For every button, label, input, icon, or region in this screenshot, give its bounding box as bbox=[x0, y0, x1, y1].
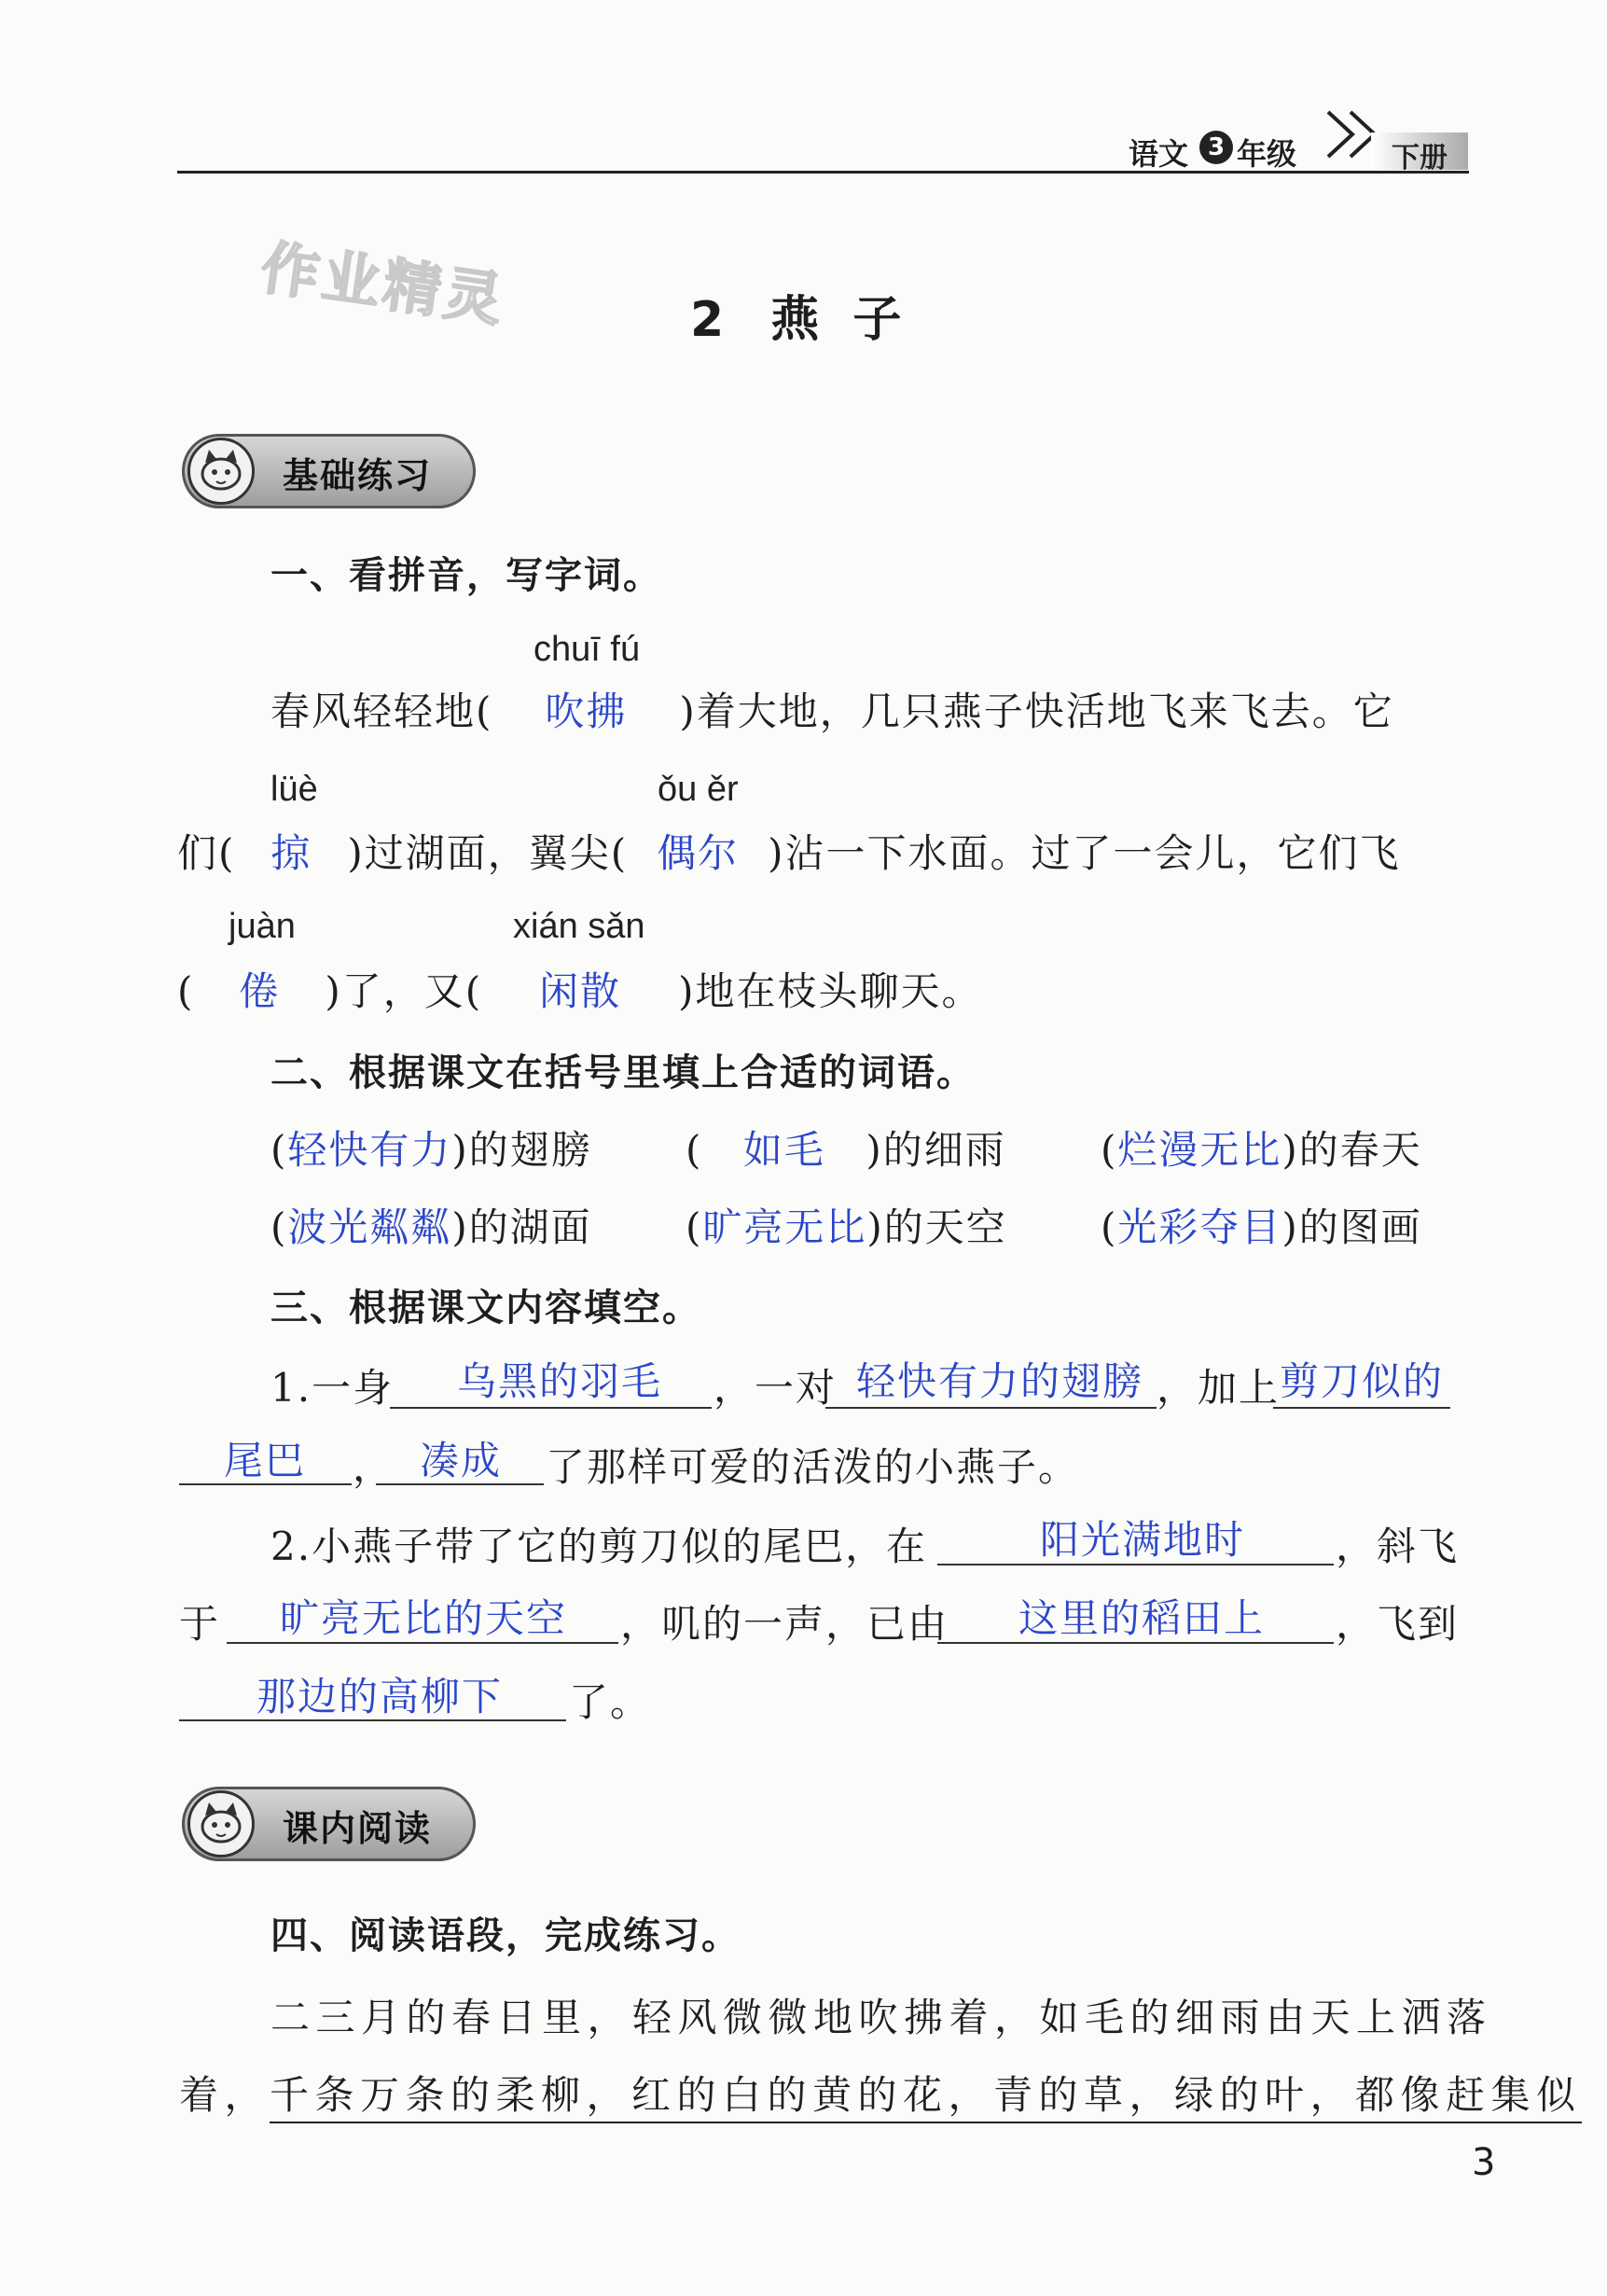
q1-line2-c: )沾一下水面。过了一会儿，它们飞 bbox=[768, 830, 1401, 876]
q1-line2 bbox=[177, 823, 1401, 879]
q2-heading: 二、根据课文在括号里填上合适的词语。 bbox=[270, 1051, 976, 1094]
pinyin-xiansan: xián sǎn bbox=[513, 907, 645, 946]
q1-line1-b: )着大地，几只燕子快活地飞来飞去。它 bbox=[679, 689, 1394, 734]
q2-answer: 光彩夺目 bbox=[1117, 1204, 1282, 1250]
q1-line2-b: )过湖面，翼尖( bbox=[347, 830, 629, 876]
q1-line1-a: 春风轻轻地( bbox=[270, 689, 493, 734]
q3-s2-answer1: 阳光满地时 bbox=[1040, 1517, 1246, 1563]
answer-lue: 掠 bbox=[270, 830, 312, 876]
grade-number: 3 bbox=[1207, 133, 1226, 161]
q3-s2-a: 2.小燕子带了它的剪刀似的尾巴，在 bbox=[270, 1524, 928, 1569]
q3-s1-answer1: 乌黑的羽毛 bbox=[457, 1358, 663, 1404]
q4-underlined-sentence: 千条万条的柔柳，红的白的黄的花，青的草，绿的叶，都像赶集似 bbox=[270, 2072, 1582, 2123]
q4-line2-a: 着， bbox=[179, 2072, 270, 2118]
q2-item: (波光粼粼)的湖面 bbox=[270, 1204, 592, 1250]
section-label-basic: 基础练习 bbox=[283, 455, 433, 496]
q1-line1 bbox=[270, 681, 1394, 737]
answer-ouer: 偶尔 bbox=[657, 830, 740, 876]
lesson-name: 燕 子 bbox=[770, 292, 902, 348]
q2-item: (轻快有力)的翅膀 bbox=[270, 1127, 592, 1173]
q2-item: (烂漫无比)的春天 bbox=[1101, 1127, 1422, 1173]
answer-chuifu: 吹拂 bbox=[545, 689, 628, 734]
blank-line bbox=[1273, 1407, 1450, 1409]
q3-s1-b: ，一对 bbox=[713, 1365, 838, 1411]
q2-item: ( 如毛 )的细雨 bbox=[686, 1120, 1006, 1176]
pinyin-ouer: ǒu ěr bbox=[658, 770, 739, 809]
q1-line3-c: )地在枝头聊天。 bbox=[678, 968, 983, 1014]
header-grade: 年级 bbox=[1237, 136, 1297, 172]
q1-line3-a: ( bbox=[177, 968, 195, 1014]
q3-s1-e: 了那样可爱的活泼的小燕子。 bbox=[546, 1444, 1080, 1490]
q3-s2-d: ，叽的一声，已由 bbox=[620, 1601, 949, 1647]
watermark: 作业精灵 bbox=[256, 232, 511, 335]
section-label-reading: 课内阅读 bbox=[283, 1808, 433, 1849]
section-badge-basic bbox=[182, 434, 476, 508]
q3-s2-f: 了。 bbox=[569, 1679, 652, 1725]
q1-line2-a: 们( bbox=[177, 830, 236, 876]
q3-s2-answer3: 这里的稻田上 bbox=[1018, 1595, 1266, 1641]
blank-line bbox=[825, 1407, 1157, 1409]
q3-s2-b: ，斜飞 bbox=[1336, 1524, 1460, 1569]
q3-s1-c: ，加上 bbox=[1157, 1365, 1281, 1411]
q2-suffix: )的图画 bbox=[1281, 1204, 1422, 1250]
q4-heading: 四、阅读语段，完成练习。 bbox=[270, 1914, 741, 1957]
header-subject: 语文 bbox=[1129, 136, 1189, 172]
volume-tab bbox=[1371, 132, 1468, 174]
header-bar bbox=[0, 0, 1607, 187]
section-badge-reading bbox=[182, 1787, 476, 1861]
q3-s1-answer3b: 尾巴 bbox=[224, 1438, 307, 1483]
q3-s2-answer4: 那边的高柳下 bbox=[256, 1674, 504, 1719]
q2-item: (光彩夺目)的图画 bbox=[1101, 1204, 1422, 1250]
q3-s1-answer2: 轻快有力的翅膀 bbox=[856, 1358, 1144, 1404]
q2-answer: 波光粼粼 bbox=[287, 1204, 452, 1250]
header-volume: 下册 bbox=[1392, 142, 1448, 174]
pinyin-juan: juàn bbox=[229, 907, 296, 946]
q3-s1-a: 1.一身 bbox=[270, 1365, 395, 1411]
q2-item: (旷亮无比)的天空 bbox=[686, 1204, 1007, 1250]
cat-icon bbox=[187, 1790, 255, 1858]
q2-suffix: )的细雨 bbox=[866, 1127, 1006, 1173]
q3-s2-c: 于 bbox=[179, 1601, 221, 1647]
q4-paragraph-line2 bbox=[179, 2065, 1582, 2121]
answer-juan: 倦 bbox=[239, 968, 281, 1014]
q3-s1-answer3: 剪刀似的 bbox=[1280, 1358, 1445, 1404]
q4-paragraph-line1: 二三月的春日里，轻风微微地吹拂着，如毛的细雨由天上洒落 bbox=[270, 1995, 1492, 2040]
cat-icon bbox=[187, 438, 255, 505]
q2-answer: 烂漫无比 bbox=[1117, 1127, 1282, 1173]
q1-heading: 一、看拼音，写字词。 bbox=[270, 554, 662, 597]
blank-line bbox=[390, 1407, 712, 1409]
grade-number-circle bbox=[1199, 131, 1233, 164]
q1-line3 bbox=[177, 961, 983, 1017]
q2-answer: 如毛 bbox=[742, 1127, 825, 1173]
answer-xiansan: 闲散 bbox=[539, 968, 622, 1014]
pinyin-chuifu: chuī fú bbox=[533, 630, 641, 669]
pinyin-lue: lüè bbox=[270, 770, 318, 809]
lesson-title bbox=[690, 280, 901, 350]
q2-answer: 轻快有力 bbox=[287, 1127, 452, 1173]
q2-suffix: )的天空 bbox=[866, 1204, 1007, 1250]
q3-s2-answer2: 旷亮无比的天空 bbox=[280, 1595, 568, 1641]
lesson-number: 2 bbox=[690, 292, 725, 348]
q3-heading: 三、根据课文内容填空。 bbox=[270, 1287, 701, 1329]
page-number: 3 bbox=[1472, 2141, 1496, 2184]
q3-s1-answer4: 凑成 bbox=[420, 1438, 503, 1483]
q1-line3-b: )了，又( bbox=[325, 968, 483, 1014]
q3-s1-d: ， bbox=[353, 1444, 395, 1490]
q2-answer: 旷亮无比 bbox=[702, 1204, 867, 1250]
q2-suffix: )的春天 bbox=[1281, 1127, 1422, 1173]
q2-suffix: )的翅膀 bbox=[451, 1127, 592, 1173]
q3-s2-e: ，飞到 bbox=[1336, 1601, 1460, 1647]
q2-suffix: )的湖面 bbox=[451, 1204, 592, 1250]
